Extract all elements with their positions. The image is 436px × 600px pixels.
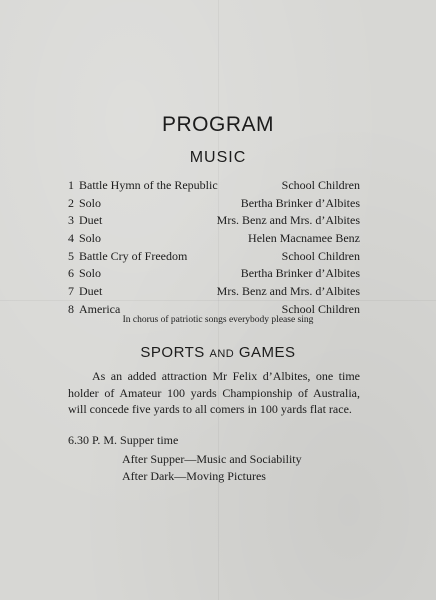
list-item — [68, 283, 360, 301]
item-performer: School Children — [281, 178, 360, 192]
music-heading: MUSIC — [189, 149, 247, 166]
sports-heading-part2: GAMES — [234, 344, 296, 361]
item-number: 2 — [68, 195, 74, 210]
item-title: Battle Hymn of the Republic — [79, 178, 218, 192]
item-number: 3 — [68, 213, 74, 228]
item-performer: Mrs. Benz and Mrs. d’Albites — [216, 213, 360, 228]
item-title: Duet — [79, 284, 103, 299]
item-number: 6 — [68, 266, 74, 281]
music-program-list — [68, 177, 360, 319]
sports-heading-part1: SPORTS — [140, 344, 210, 361]
list-item — [68, 248, 360, 266]
item-performer: Mrs. Benz and Mrs. d’Albites — [216, 284, 360, 299]
item-title: Battle Cry of Freedom — [79, 248, 188, 263]
after-supper-line: After Supper—Music and Sociability — [122, 452, 302, 466]
item-number: 4 — [68, 231, 74, 246]
item-number: 8 — [68, 301, 74, 316]
list-item — [68, 212, 360, 230]
sports-heading — [0, 344, 436, 361]
item-number: 7 — [68, 284, 74, 299]
list-item — [68, 177, 360, 195]
list-item — [68, 265, 360, 283]
item-title: Duet — [79, 213, 103, 228]
item-title: Solo — [79, 195, 102, 210]
item-number: 5 — [68, 248, 74, 263]
item-performer: Bertha Brinker d’Albites — [240, 195, 360, 210]
list-item — [68, 195, 360, 213]
item-performer: Helen Macnamee Benz — [248, 231, 360, 246]
item-performer: Bertha Brinker d’Albites — [240, 266, 360, 281]
sports-heading-and: AND — [209, 348, 235, 360]
item-performer: School Children — [281, 248, 360, 263]
item-performer: School Children — [281, 301, 360, 316]
supper-time: 6.30 P. M. Supper time — [68, 433, 179, 447]
list-item — [68, 230, 360, 248]
page-title: PROGRAM — [161, 113, 274, 136]
chorus-note: In chorus of patriotic songs everybody please sing — [122, 315, 314, 325]
after-dark-line: After Dark—Moving Pictures — [122, 469, 266, 483]
item-number: 1 — [68, 178, 74, 192]
sports-paragraph: As an added attraction Mr Felix d’Albites, one time holder of Amateur 100 yards Championship of Australia, will concede five yards to all comers in 100 yards flat race. — [68, 369, 360, 416]
item-title: America — [79, 301, 121, 316]
item-title: Solo — [79, 231, 102, 246]
item-title: Solo — [79, 266, 102, 281]
